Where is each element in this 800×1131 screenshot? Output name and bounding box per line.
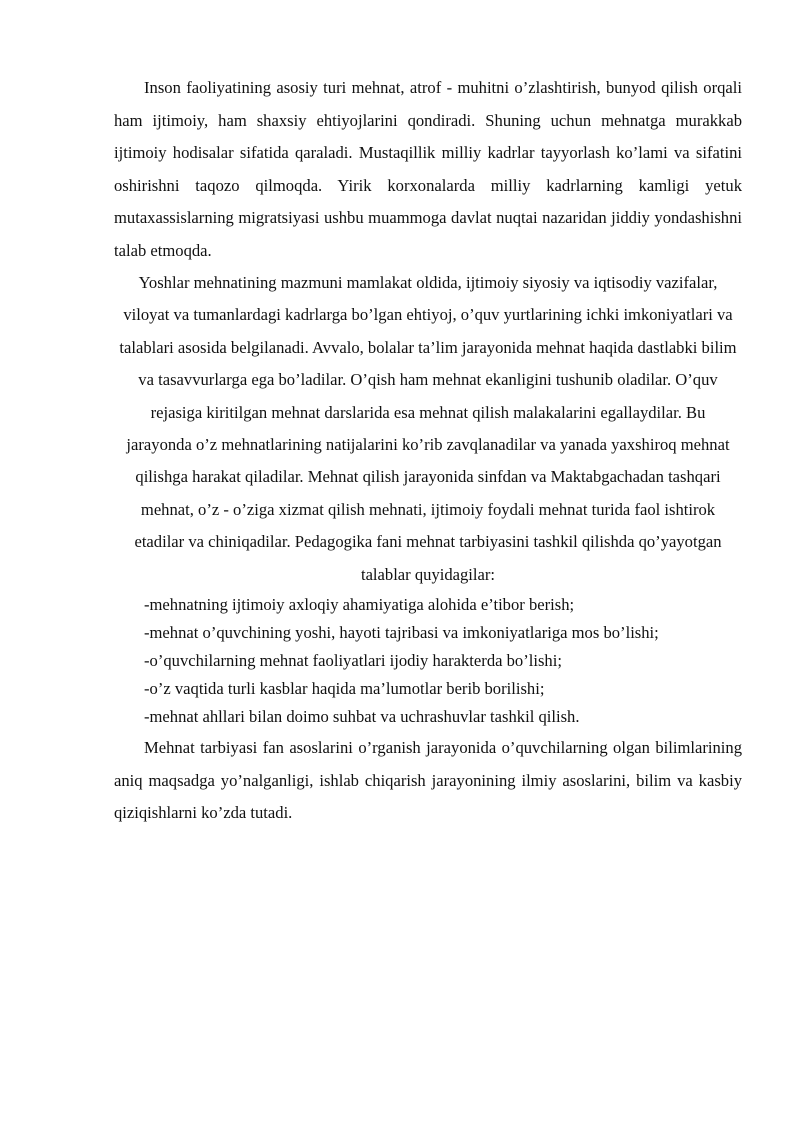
paragraph-conclusion: Mehnat tarbiyasi fan asoslarini o’rganish jarayonida o’quvchilarning olgan bilimlarining aniq maqsadga yo’nalganligi, ishlab chiqarish jarayonining ilmiy asoslarini, bilim va kasbiy qiziqishlarni ko’zda tutadi. <box>114 738 742 823</box>
document-page <box>114 72 742 830</box>
paragraph-youth-labor: Yoshlar mehnatining mazmuni mamlakat oldida, ijtimoiy siyosiy va iqtisodiy vazifalar, viloyat va tumanlardagi kadrlarga bo’lgan ehtiyoj, o’quv yurtlarining ichki imkoniyatlari va talablari asosida belgilanadi. Avvalo, bolalar ta’lim jarayonida mehnat haqida dastlabki bilim va tasavvurlarga ega bo’ladilar. O’qish ham mehnat ekanligini tushunib oladilar. O’quv rejasiga kiritilgan mehnat darslarida esa mehnat qilish malakalarini egallaydilar. Bu jarayonda o’z mehnatlarining natijalarini ko’rib zavqlanadilar va yanada yaxshiroq mehnat qilishga harakat qiladilar. Mehnat qilish jarayonida sinfdan va Maktabgachadan tashqari mehnat, o’z - o’ziga xizmat qilish mehnati, ijtimoiy foydali mehnat turida faol ishtirok etadilar va chiniqadilar. Pedagogika fani mehnat tarbiyasini tashkil qilishda qo’yayotgan talablar quyidagilar: <box>119 273 737 584</box>
requirements-list <box>114 591 742 731</box>
paragraph-intro: Inson faoliyatining asosiy turi mehnat, atrof - muhitni o’zlashtirish, bunyod qilish orqali ham ijtimoiy, ham shaxsiy ehtiyojlarini qondiradi. Shuning uchun mehnatga murakkab ijtimoiy hodisalar sifatida qaraladi. Mustaqillik milliy kadrlar tayyorlash ko’lami va sifatini oshirishni taqozo qilmoqda. Yirik korxonalarda milliy kadrlarning kamligi yetuk mutaxassislarning migratsiyasi ushbu muammoga davlat nuqtai nazaridan jiddiy yondashishni talab etmoqda. <box>114 78 742 260</box>
list-item: -mehnat ahllari bilan doimo suhbat va uchrashuvlar tashkil qilish. <box>144 707 580 727</box>
list-item: -o’z vaqtida turli kasblar haqida ma’lumotlar berib borilishi; <box>144 679 545 699</box>
list-item: -mehnatning ijtimoiy axloqiy ahamiyatiga alohida e’tibor berish; <box>144 595 575 615</box>
list-item: -o’quvchilarning mehnat faoliyatlari ijodiy harakterda bo’lishi; <box>144 651 562 671</box>
list-item: -mehnat o’quvchining yoshi, hayoti tajribasi va imkoniyatlariga mos bo’lishi; <box>144 623 659 643</box>
